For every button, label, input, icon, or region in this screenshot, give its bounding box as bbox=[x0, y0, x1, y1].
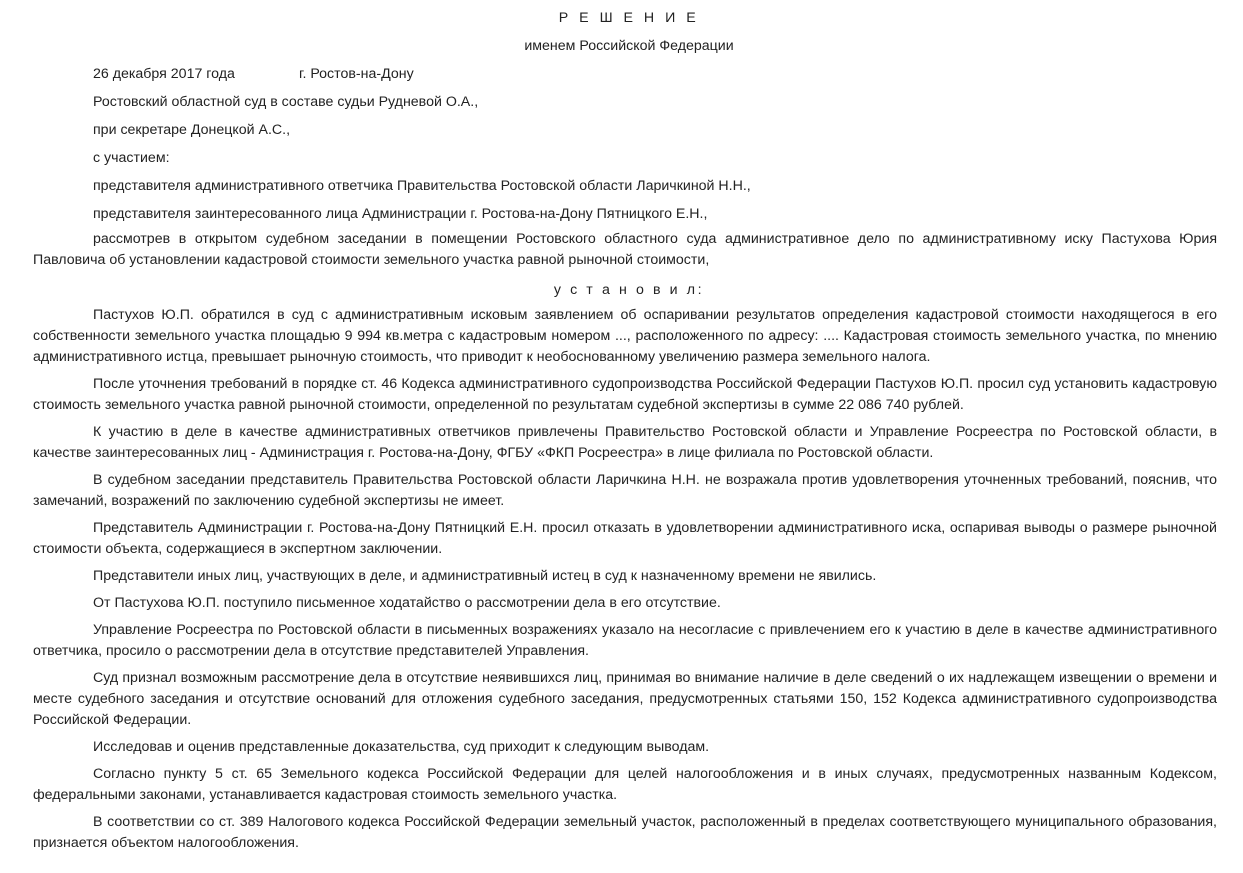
document-title: Р Е Ш Е Н И Е bbox=[558, 10, 700, 26]
section-heading-established: у с т а н о в и л: bbox=[553, 282, 705, 298]
court-secretary: при секретаре Донецкой А.С., bbox=[93, 122, 291, 138]
paragraph: Согласно пункту 5 ст. 65 Земельного кодекса Российской Федерации для целей налогообложения и в иных случаях, предусмотренных названным Кодексом, федеральными законами, устанавливается кадастровая стоимость земельного участка. bbox=[33, 766, 1217, 803]
decision-place: г. Ростов-на-Дону bbox=[299, 66, 414, 82]
paragraph: В судебном заседании представитель Правительства Ростовской области Ларичкина Н.Н. не возражала против удовлетворения уточненных требований, пояснив, что замечаний, возражений по заключению судебной экспертизы не имеет. bbox=[33, 472, 1217, 509]
paragraph: Представитель Администрации г. Ростова-на-Дону Пятницкий Е.Н. просил отказать в удовлетворении административного иска, оспаривая выводы о размере рыночной стоимости объекта, содержащиеся в экспертном заключении. bbox=[33, 520, 1217, 557]
paragraph: Суд признал возможным рассмотрение дела в отсутствие неявившихся лиц, принимая во внимание наличие в деле сведений о их надлежащем извещении о времени и месте судебного заседания и отсутствие оснований для отложения судебного заседания, предусмотренных статьями 150, 152 Кодекса административного судопроизводства Российской Федерации. bbox=[33, 670, 1217, 728]
paragraph: К участию в деле в качестве административных ответчиков привлечены Правительство Ростовской области и Управление Росреестра по Ростовской области, в качестве заинтересованных лиц - Администрация г. Ростова-на-Дону, ФГБУ «ФКП Росреестра» в лице филиала по Ростовской области. bbox=[33, 424, 1217, 461]
considering-paragraph: рассмотрев в открытом судебном заседании в помещении Ростовского областного суда административное дело по административному иску Пастухова Юрия Павловича об установлении кадастровой стоимости земельного участка равной рыночной стоимости, bbox=[33, 231, 1217, 268]
decision-date: 26 декабря 2017 года bbox=[93, 66, 235, 82]
paragraph: От Пастухова Ю.П. поступило письменное ходатайство о рассмотрении дела в его отсутствие. bbox=[93, 595, 721, 611]
interested-party-representative: представителя заинтересованного лица Администрации г. Ростова-на-Дону Пятницкого Е.Н., bbox=[93, 206, 708, 222]
paragraph: Исследовав и оценив представленные доказательства, суд приходит к следующим выводам. bbox=[93, 739, 710, 755]
defendant-representative: представителя административного ответчика Правительства Ростовской области Ларичкиной Н.Н., bbox=[93, 178, 751, 194]
document-subtitle: именем Российской Федерации bbox=[524, 38, 734, 54]
date-place-line bbox=[33, 66, 1217, 83]
participation-label: с участием: bbox=[93, 150, 170, 166]
paragraph: После уточнения требований в порядке ст. 46 Кодекса административного судопроизводства Российской Федерации Пастухов Ю.П. просил суд установить кадастровую стоимость земельного участка равной рыночной стоимости, определенной по результатам судебной экспертизы в сумме 22 086 740 рублей. bbox=[33, 376, 1217, 413]
court-decision-document bbox=[33, 0, 1217, 854]
paragraph: Пастухов Ю.П. обратился в суд с административным исковым заявлением об оспаривании результатов определения кадастровой стоимости находящегося в его собственности земельного участка площадью 9 994 кв.метра с кадастровым номером ..., расположенного по адресу: .... Кадастровая стоимость земельного участка, по мнению административного истца, превышает рыночную стоимость, что приводит к необоснованному увеличению размера земельного налога. bbox=[33, 307, 1217, 365]
paragraph: Представители иных лиц, участвующих в деле, и административный истец в суд к назначенному времени не явились. bbox=[93, 568, 877, 584]
paragraph: Управление Росреестра по Ростовской области в письменных возражениях указало на несогласие с привлечением его к участию в деле в качестве административного ответчика, просило о рассмотрении дела в отсутствие представителей Управления. bbox=[33, 622, 1217, 659]
court-composition: Ростовский областной суд в составе судьи Рудневой О.А., bbox=[93, 94, 479, 110]
paragraph: В соответствии со ст. 389 Налогового кодекса Российской Федерации земельный участок, расположенный в пределах соответствующего муниципального образования, признается объектом налогообложения. bbox=[33, 814, 1217, 851]
